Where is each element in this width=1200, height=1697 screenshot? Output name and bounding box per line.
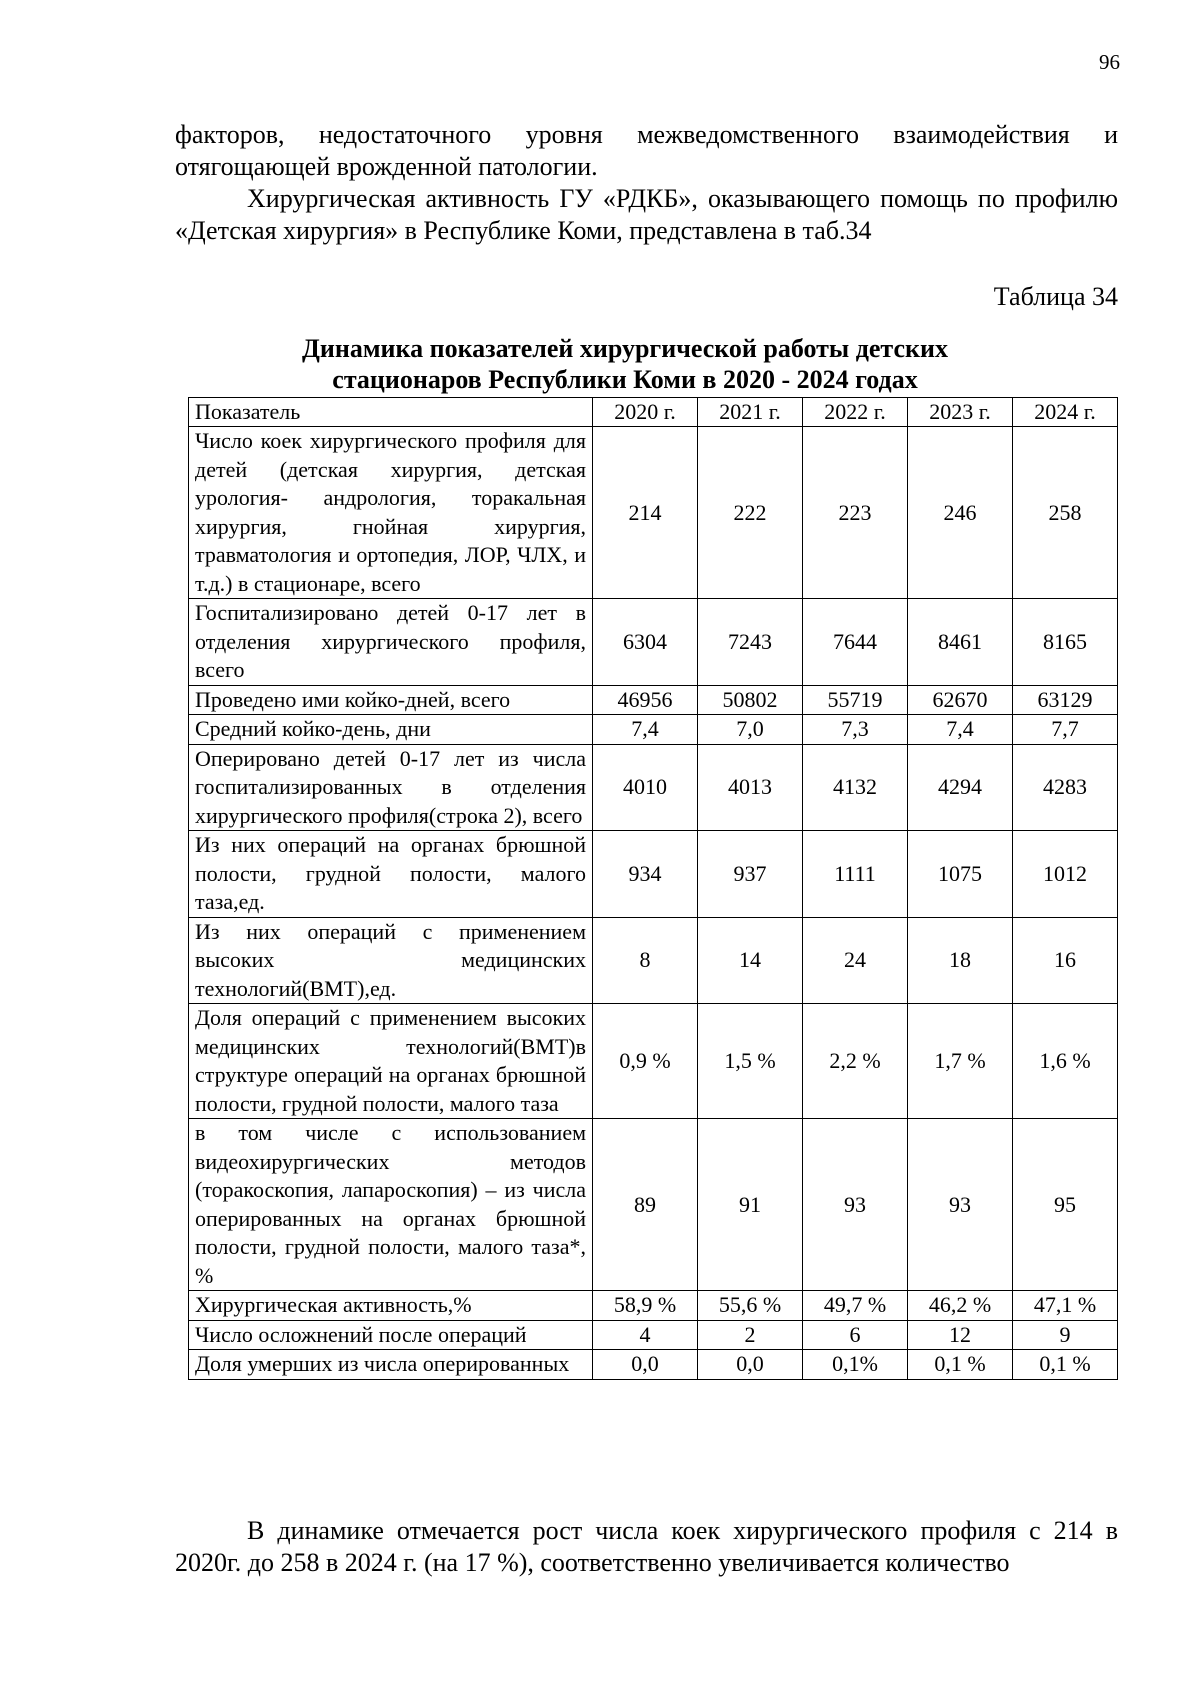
row-value-2023: 7,4 — [908, 715, 1013, 745]
row-value-2023: 46,2 % — [908, 1291, 1013, 1321]
row-indicator-label: Из них операций на органах брюшной полости, грудной полости, малого таза,ед. — [189, 831, 593, 918]
row-indicator-label: в том числе с использованием видеохирургических методов (торакоскопия, лапароскопия) – из числа оперированных на органах брюшной полости, грудной полости, малого таза*, % — [189, 1119, 593, 1291]
row-value-2020: 58,9 % — [593, 1291, 698, 1321]
header-year-2023: 2023 г. — [908, 398, 1013, 427]
row-indicator-label: Средний койко-день, дни — [189, 715, 593, 745]
row-value-2022: 7644 — [803, 599, 908, 686]
row-indicator-label: Госпитализировано детей 0-17 лет в отделения хирургического профиля, всего — [189, 599, 593, 686]
row-value-2022: 93 — [803, 1119, 908, 1291]
row-value-2020: 4 — [593, 1320, 698, 1350]
row-value-2020: 7,4 — [593, 715, 698, 745]
row-value-2021: 14 — [698, 917, 803, 1004]
row-value-2020: 4010 — [593, 744, 698, 831]
row-value-2022: 6 — [803, 1320, 908, 1350]
row-value-2022: 24 — [803, 917, 908, 1004]
row-value-2024: 1012 — [1013, 831, 1118, 918]
row-value-2023: 246 — [908, 427, 1013, 599]
table-row — [189, 715, 1118, 745]
table-body — [189, 427, 1118, 1380]
row-indicator-label: Доля умерших из числа оперированных — [189, 1350, 593, 1380]
row-indicator-label: Оперировано детей 0-17 лет из числа госпитализированных в отделения хирургического профиля(строка 2), всего — [189, 744, 593, 831]
row-value-2022: 4132 — [803, 744, 908, 831]
table-row — [189, 831, 1118, 918]
row-value-2024: 258 — [1013, 427, 1118, 599]
paragraph-intro: факторов, недостаточного уровня межведомственного взаимодействия и отягощающей врожденной патологии. — [175, 120, 1118, 181]
row-value-2020: 8 — [593, 917, 698, 1004]
table-title — [230, 333, 1020, 395]
row-value-2022: 55719 — [803, 685, 908, 715]
table-row — [189, 1350, 1118, 1380]
row-indicator-label: Число коек хирургического профиля для детей (детская хирургия, детская урология- андрология, торакальная хирургия, гнойная хирургия, травматология и ортопедия, ЛОР, ЧЛХ, и т.д.) в стационаре, всего — [189, 427, 593, 599]
row-value-2021: 1,5 % — [698, 1004, 803, 1119]
row-value-2023: 62670 — [908, 685, 1013, 715]
row-value-2021: 222 — [698, 427, 803, 599]
row-indicator-label: Доля операций с применением высоких медицинских технологий(ВМТ)в структуре операций на органах брюшной полости, грудной полости, малого таза — [189, 1004, 593, 1119]
row-value-2020: 0,0 — [593, 1350, 698, 1380]
row-value-2022: 49,7 % — [803, 1291, 908, 1321]
row-indicator-label: Из них операций с применением высоких медицинских технологий(ВМТ),ед. — [189, 917, 593, 1004]
row-value-2020: 46956 — [593, 685, 698, 715]
row-value-2022: 223 — [803, 427, 908, 599]
row-value-2020: 0,9 % — [593, 1004, 698, 1119]
row-value-2020: 934 — [593, 831, 698, 918]
row-value-2023: 1,7 % — [908, 1004, 1013, 1119]
row-value-2021: 55,6 % — [698, 1291, 803, 1321]
row-value-2023: 4294 — [908, 744, 1013, 831]
paragraph-conclusion: В динамике отмечается рост числа коек хирургического профиля с 214 в 2020г. до 258 в 2024 г. (на 17 %), соответственно увеличивается количество — [175, 1516, 1118, 1577]
row-value-2021: 2 — [698, 1320, 803, 1350]
row-value-2020: 214 — [593, 427, 698, 599]
row-value-2023: 93 — [908, 1119, 1013, 1291]
row-value-2024: 16 — [1013, 917, 1118, 1004]
row-value-2023: 18 — [908, 917, 1013, 1004]
table-row — [189, 685, 1118, 715]
table-title-line-2: стационаров Республики Коми в 2020 - 2024 годах — [332, 365, 918, 394]
table-row — [189, 1119, 1118, 1291]
row-value-2021: 0,0 — [698, 1350, 803, 1380]
header-year-2022: 2022 г. — [803, 398, 908, 427]
row-indicator-label: Проведено ими койко-дней, всего — [189, 685, 593, 715]
row-value-2024: 4283 — [1013, 744, 1118, 831]
table-row — [189, 1004, 1118, 1119]
row-value-2021: 91 — [698, 1119, 803, 1291]
table-row — [189, 1291, 1118, 1321]
row-value-2021: 4013 — [698, 744, 803, 831]
table-row — [189, 1320, 1118, 1350]
table-row — [189, 917, 1118, 1004]
header-indicator: Показатель — [189, 398, 593, 427]
row-value-2024: 95 — [1013, 1119, 1118, 1291]
row-value-2023: 1075 — [908, 831, 1013, 918]
table-header-row — [189, 398, 1118, 427]
row-value-2024: 0,1 % — [1013, 1350, 1118, 1380]
row-value-2020: 89 — [593, 1119, 698, 1291]
row-value-2023: 8461 — [908, 599, 1013, 686]
row-value-2022: 7,3 — [803, 715, 908, 745]
row-indicator-label: Хирургическая активность,% — [189, 1291, 593, 1321]
row-value-2022: 1111 — [803, 831, 908, 918]
header-year-2020: 2020 г. — [593, 398, 698, 427]
row-value-2020: 6304 — [593, 599, 698, 686]
row-value-2022: 0,1% — [803, 1350, 908, 1380]
row-value-2024: 47,1 % — [1013, 1291, 1118, 1321]
header-year-2024: 2024 г. — [1013, 398, 1118, 427]
table-label: Таблица 34 — [993, 282, 1118, 311]
row-value-2021: 7243 — [698, 599, 803, 686]
row-value-2021: 7,0 — [698, 715, 803, 745]
row-value-2024: 7,7 — [1013, 715, 1118, 745]
row-value-2023: 12 — [908, 1320, 1013, 1350]
row-value-2023: 0,1 % — [908, 1350, 1013, 1380]
row-value-2024: 9 — [1013, 1320, 1118, 1350]
row-value-2022: 2,2 % — [803, 1004, 908, 1119]
row-value-2024: 8165 — [1013, 599, 1118, 686]
table-title-line-1: Динамика показателей хирургической работы детских — [301, 334, 949, 363]
table-row — [189, 427, 1118, 599]
page-number: 96 — [1099, 50, 1120, 74]
row-indicator-label: Число осложнений после операций — [189, 1320, 593, 1350]
row-value-2021: 937 — [698, 831, 803, 918]
surgical-indicators-table — [188, 397, 1118, 1380]
table-row — [189, 599, 1118, 686]
row-value-2024: 1,6 % — [1013, 1004, 1118, 1119]
paragraph-table-reference: Хирургическая активность ГУ «РДКБ», оказывающего помощь по профилю «Детская хирургия» в Республике Коми, представлена в таб.34 — [175, 184, 1118, 245]
header-year-2021: 2021 г. — [698, 398, 803, 427]
table-row — [189, 744, 1118, 831]
row-value-2021: 50802 — [698, 685, 803, 715]
row-value-2024: 63129 — [1013, 685, 1118, 715]
